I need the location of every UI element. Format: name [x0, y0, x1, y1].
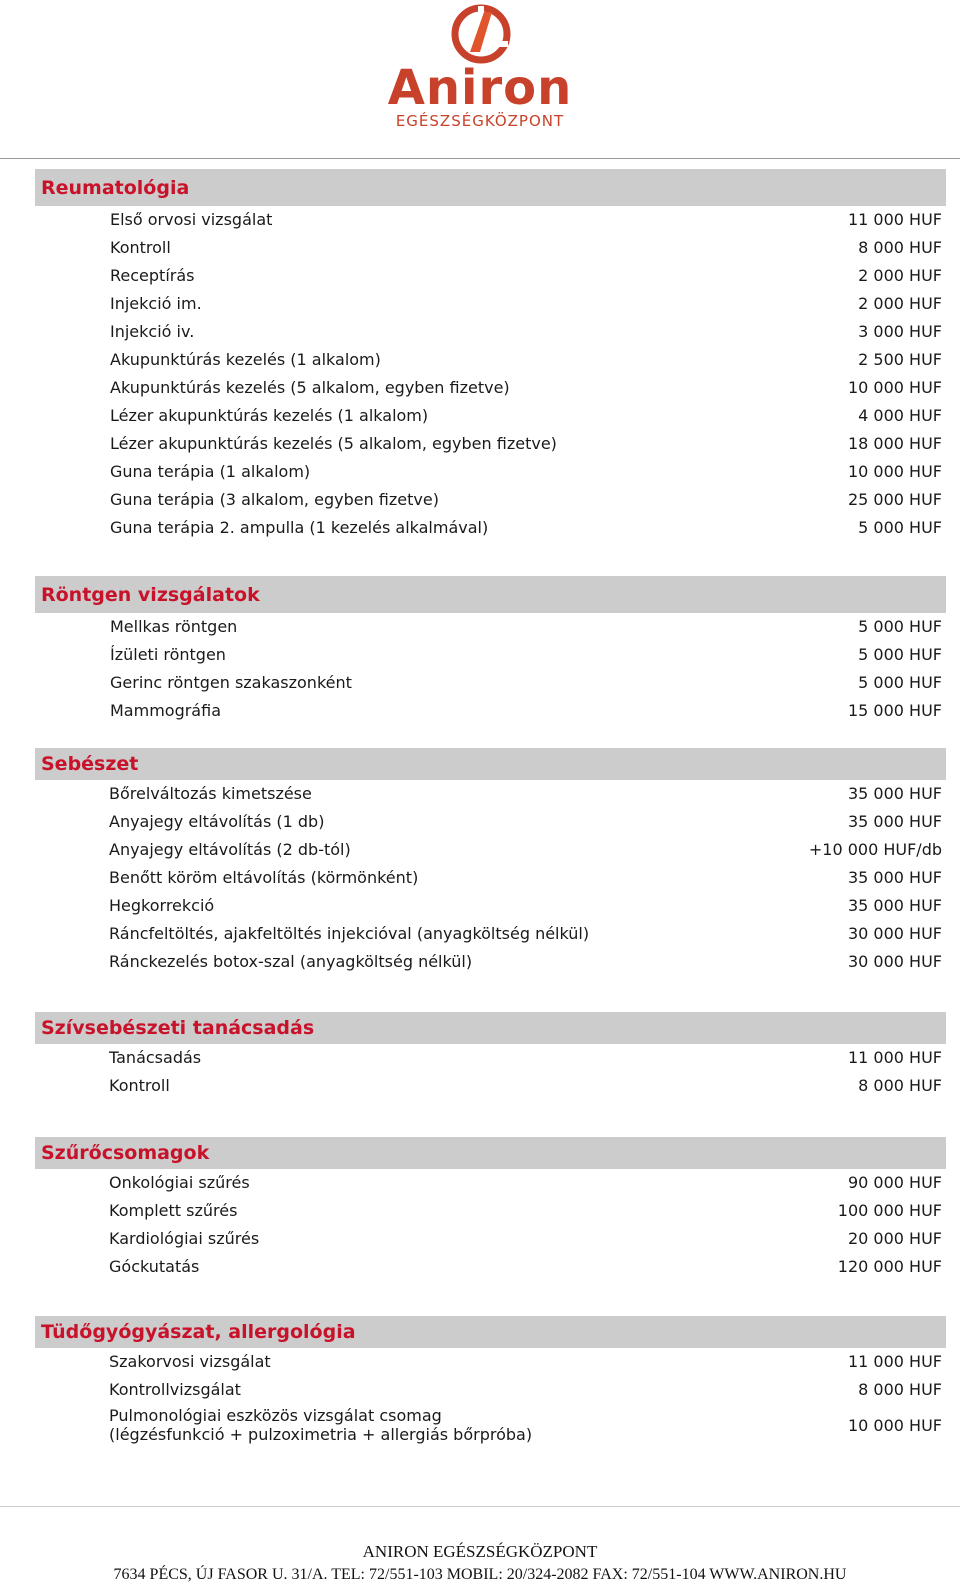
service-price: 5 000 HUF: [858, 617, 942, 636]
section-szivsebeszet: [35, 1012, 946, 1100]
price-row: [35, 318, 946, 346]
service-price: 5 000 HUF: [858, 645, 942, 664]
service-name: Bőrelváltozás kimetszése: [109, 784, 312, 803]
service-price: 2 000 HUF: [858, 294, 942, 313]
footer-divider: [0, 1506, 960, 1507]
price-row: [35, 864, 946, 892]
price-row: [35, 206, 946, 234]
service-name: Benőtt köröm eltávolítás (körmönként): [109, 868, 419, 887]
service-name: Guna terápia 2. ampulla (1 kezelés alkalmával): [110, 518, 489, 537]
service-price: 11 000 HUF: [847, 210, 942, 229]
service-name: Lézer akupunktúrás kezelés (1 alkalom): [110, 406, 429, 425]
section-title: Reumatológia: [35, 169, 946, 206]
price-row: [35, 486, 946, 514]
price-row: [35, 613, 946, 641]
service-name: Akupunktúrás kezelés (5 alkalom, egyben fizetve): [110, 378, 510, 397]
service-price: 10 000 HUF: [847, 462, 942, 481]
service-name: Anyajegy eltávolítás (2 db-tól): [109, 840, 351, 859]
header-divider: [0, 158, 960, 159]
header-logo: [0, 0, 960, 140]
service-name: Ízületi röntgen: [110, 645, 226, 664]
service-price: 100 000 HUF: [837, 1201, 942, 1220]
service-price: 20 000 HUF: [847, 1229, 942, 1248]
service-name: Anyajegy eltávolítás (1 db): [109, 812, 325, 831]
service-name: Ránckezelés botox-szal (anyagköltség nélkül): [109, 952, 473, 971]
section-title: Sebészet: [35, 748, 946, 780]
price-row: [35, 430, 946, 458]
price-row: [35, 1197, 946, 1225]
service-name-multiline: [109, 1406, 532, 1444]
service-price: 35 000 HUF: [847, 896, 942, 915]
section-sebeszet: [35, 748, 946, 976]
price-row: [35, 1169, 946, 1197]
service-price: 8 000 HUF: [858, 1380, 942, 1399]
section-title: Szűrőcsomagok: [35, 1137, 946, 1169]
price-row: [35, 1044, 946, 1072]
price-row: [35, 234, 946, 262]
service-name: Mellkas röntgen: [110, 617, 238, 636]
section-title: Tüdőgyógyászat, allergológia: [35, 1316, 946, 1348]
price-row: [35, 836, 946, 864]
service-name: Gerinc röntgen szakaszonként: [110, 673, 352, 692]
price-row: [35, 374, 946, 402]
service-price: 25 000 HUF: [847, 490, 942, 509]
service-name: Kardiológiai szűrés: [109, 1229, 260, 1248]
price-row: [35, 892, 946, 920]
service-name: Kontroll: [110, 238, 171, 257]
service-price: 11 000 HUF: [847, 1352, 942, 1371]
price-row: [35, 669, 946, 697]
service-name: Injekció im.: [110, 294, 202, 313]
service-price: 5 000 HUF: [858, 673, 942, 692]
service-price: 120 000 HUF: [837, 1257, 942, 1276]
price-row: [35, 1348, 946, 1376]
service-price: 4 000 HUF: [858, 406, 942, 425]
service-name-detail: (légzésfunkció + pulzoximetria + allergiás bőrpróba): [109, 1425, 533, 1444]
section-szurocsomagok: [35, 1137, 946, 1281]
price-row: [35, 808, 946, 836]
price-row: [35, 290, 946, 318]
service-name: Tanácsadás: [109, 1048, 202, 1067]
service-name: Pulmonológiai eszközös vizsgálat csomag: [109, 1406, 442, 1425]
service-price: 5 000 HUF: [858, 518, 942, 537]
aniron-logo-mark-icon: [440, 4, 522, 66]
brand-subtitle: EGÉSZSÉGKÖZPONT: [395, 112, 565, 130]
price-row: [35, 262, 946, 290]
service-price: 35 000 HUF: [847, 812, 942, 831]
price-row: [35, 920, 946, 948]
price-row: [35, 514, 946, 542]
service-name: Kontrollvizsgálat: [109, 1380, 241, 1399]
service-price: 2 000 HUF: [858, 266, 942, 285]
service-name: Receptírás: [110, 266, 195, 285]
service-price: 35 000 HUF: [847, 784, 942, 803]
price-row: [35, 402, 946, 430]
price-row: [35, 1376, 946, 1404]
service-price: 30 000 HUF: [847, 924, 942, 943]
service-price: 35 000 HUF: [847, 868, 942, 887]
service-price: 10 000 HUF: [847, 378, 942, 397]
price-row: [35, 1253, 946, 1281]
price-row: [35, 346, 946, 374]
service-price: 18 000 HUF: [847, 434, 942, 453]
service-name: Szakorvosi vizsgálat: [109, 1352, 271, 1371]
service-name: Lézer akupunktúrás kezelés (5 alkalom, egyben fizetve): [110, 434, 557, 453]
service-price: 30 000 HUF: [847, 952, 942, 971]
service-name: Első orvosi vizsgálat: [110, 210, 273, 229]
section-reumatologia: [35, 169, 946, 542]
service-price: +10 000 HUF/db: [808, 840, 942, 859]
price-row: [35, 1404, 946, 1450]
service-name: Mammográfia: [110, 701, 221, 720]
section-title: Szívsebészeti tanácsadás: [35, 1012, 946, 1044]
service-name: Akupunktúrás kezelés (1 alkalom): [110, 350, 381, 369]
service-name: Onkológiai szűrés: [109, 1173, 250, 1192]
section-tudogyogyaszat: [35, 1316, 946, 1450]
price-row: [35, 780, 946, 808]
price-row: [35, 1072, 946, 1100]
price-row: [35, 1225, 946, 1253]
service-name: Ráncfeltöltés, ajakfeltöltés injekcióval (anyagköltség nélkül): [109, 924, 590, 943]
service-price: 15 000 HUF: [847, 701, 942, 720]
service-price: 8 000 HUF: [858, 238, 942, 257]
service-name: Guna terápia (1 alkalom): [110, 462, 311, 481]
service-name: Injekció iv.: [110, 322, 195, 341]
service-name: Góckutatás: [109, 1257, 200, 1276]
section-title: Röntgen vizsgálatok: [35, 576, 946, 613]
service-name: Komplett szűrés: [109, 1201, 238, 1220]
service-price: 90 000 HUF: [847, 1173, 942, 1192]
service-name: Hegkorrekció: [109, 896, 215, 915]
service-price: 11 000 HUF: [847, 1048, 942, 1067]
section-rontgen: [35, 576, 946, 725]
service-price: 3 000 HUF: [858, 322, 942, 341]
footer-title: ANIRON EGÉSZSÉGKÖZPONT: [362, 1542, 598, 1561]
service-price: 2 500 HUF: [858, 350, 942, 369]
price-row: [35, 458, 946, 486]
footer-contact: 7634 PÉCS, ÚJ FASOR U. 31/A. TEL: 72/551-103 MOBIL: 20/324-2082 FAX: 72/551-104 WWW.ANIRON.HU: [113, 1566, 847, 1583]
price-row: [35, 948, 946, 976]
service-name: Guna terápia (3 alkalom, egyben fizetve): [110, 490, 439, 509]
service-price: 10 000 HUF: [847, 1416, 942, 1435]
service-name: Kontroll: [109, 1076, 170, 1095]
service-price: 8 000 HUF: [858, 1076, 942, 1095]
brand-name: Aniron: [387, 60, 573, 116]
price-row: [35, 641, 946, 669]
price-row: [35, 697, 946, 725]
